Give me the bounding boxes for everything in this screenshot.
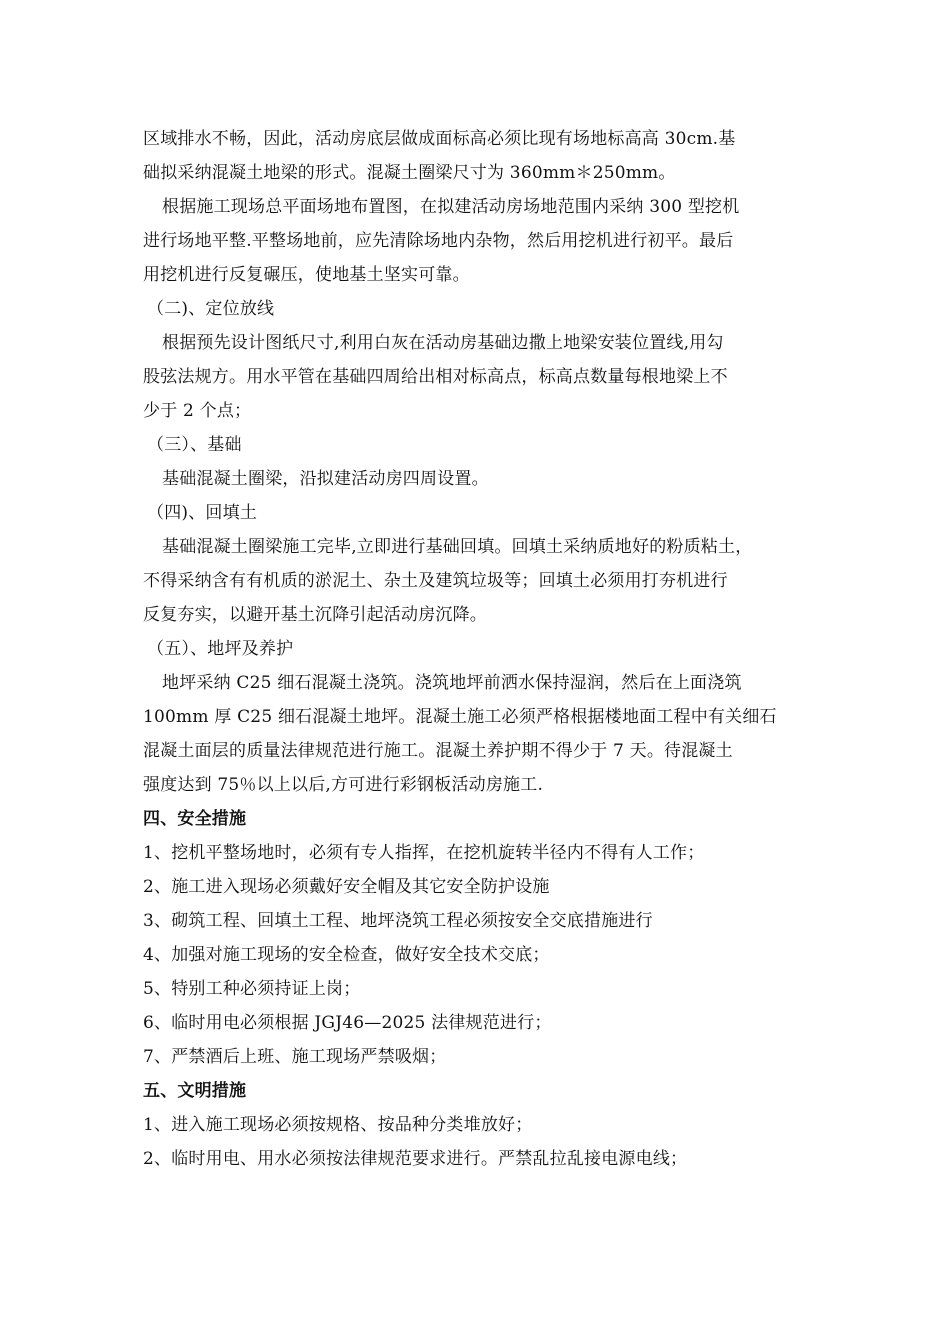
paragraph-line: 混凝土面层的质量法律规范进行施工。混凝土养护期不得少于 7 天。待混凝土 — [143, 741, 733, 761]
list-item: 6、临时用电必须根据 JGJ46—2025 法律规范进行； — [143, 1013, 552, 1033]
list-item: 2、施工进入现场必须戴好安全帽及其它安全防护设施 — [143, 877, 550, 897]
paragraph-line: 根据施工现场总平面场地布置图，在拟建活动房场地范围内采纳 300 型挖机 — [162, 197, 740, 217]
subsection-heading: （三）、基础 — [147, 435, 242, 455]
list-item: 3、砌筑工程、回填土工程、地坪浇筑工程必须按安全交底措施进行 — [143, 911, 653, 931]
list-item: 1、进入施工现场必须按规格、按品种分类堆放好； — [143, 1115, 533, 1135]
list-item: 5、特别工种必须持证上岗； — [143, 979, 361, 999]
list-item: 7、严禁酒后上班、施工现场严禁吸烟； — [143, 1047, 447, 1067]
paragraph-line: 反复夯实，以避开基土沉降引起活动房沉降。 — [143, 605, 487, 625]
paragraph-line: 强度达到 75％以上以后,方可进行彩钢板活动房施工. — [143, 775, 544, 795]
paragraph-line: 地坪采纳 C25 细石混凝土浇筑。浇筑地坪前洒水保持湿润，然后在上面浇筑 — [162, 673, 742, 693]
document-body — [143, 122, 823, 1176]
section-heading-civilization: 五、文明措施 — [143, 1081, 247, 1101]
paragraph-line: 基础混凝土圈梁，沿拟建活动房四周设置。 — [162, 469, 489, 489]
paragraph-line: 区域排水不畅，因此，活动房底层做成面标高必须比现有场地标高高 30cm.基 — [143, 129, 736, 149]
list-item: 1、挖机平整场地时，必须有专人指挥，在挖机旋转半径内不得有人工作； — [143, 843, 705, 863]
paragraph-line: 100mm 厚 C25 细石混凝土地坪。混凝土施工必须严格根据楼地面工程中有关细石 — [143, 707, 777, 727]
list-item: 4、加强对施工现场的安全检查，做好安全技术交底； — [143, 945, 550, 965]
paragraph-line: 进行场地平整.平整场地前，应先清除场地内杂物，然后用挖机进行初平。最后 — [143, 231, 734, 251]
paragraph-line: 基础混凝土圈梁施工完毕,立即进行基础回填。回填土采纳质地好的粉质粘土， — [162, 537, 753, 557]
paragraph-line: 用挖机进行反复碾压，使地基土坚实可靠。 — [143, 265, 470, 285]
subsection-heading: （四)、回填土 — [147, 503, 258, 523]
subsection-heading: （二)、定位放线 — [147, 299, 275, 319]
paragraph-line: 股弦法规方。用水平管在基础四周给出相对标高点，标高点数量每根地梁上不 — [143, 367, 728, 387]
paragraph-line: 不得采纳含有有机质的淤泥土、杂土及建筑垃圾等；回填土必须用打夯机进行 — [143, 571, 728, 591]
paragraph-line: 根据预先设计图纸尺寸,利用白灰在活动房基础边撒上地梁安装位置线,用勾 — [162, 333, 724, 353]
list-item: 2、临时用电、用水必须按法律规范要求进行。严禁乱拉乱接电源电线； — [143, 1149, 688, 1169]
paragraph-line: 少于 2 个点； — [143, 401, 252, 421]
paragraph-line: 础拟采纳混凝土地梁的形式。混凝土圈梁尺寸为 360mm＊250mm。 — [143, 163, 676, 183]
subsection-heading: （五）、地坪及养护 — [147, 639, 294, 659]
section-heading-safety: 四、安全措施 — [143, 809, 247, 829]
